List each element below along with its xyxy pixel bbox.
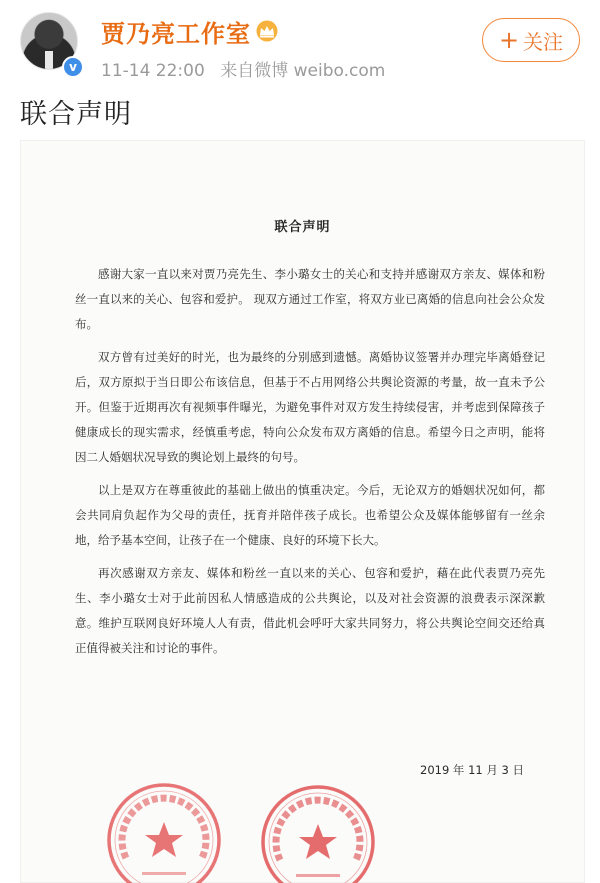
follow-label: 关注 xyxy=(523,29,564,54)
crown-icon xyxy=(254,20,280,42)
document-body xyxy=(75,262,545,669)
document-title: 联合声明 xyxy=(274,220,331,235)
post-meta xyxy=(101,56,395,81)
plus-icon: + xyxy=(498,26,520,54)
follow-button[interactable] xyxy=(482,18,580,62)
verified-badge-icon: v xyxy=(62,56,84,78)
author-name[interactable]: 贾乃亮工作室 xyxy=(101,20,251,48)
avatar-shirt xyxy=(45,51,53,69)
document-paragraph: 双方曾有过美好的时光，也为最终的分别感到遗憾。离婚协议签署并办理完毕离婚登记后，双方原拟于当日即公布该信息，但基于不占用网络公共舆论资源的考量，故一直未予公开。但鉴于近期再次有视频事件曝光，为避免事件对双方发生持续侵害，并考虑到保障孩子健康成长的现实需求，经慎重考虑，特向公众发布双方离婚的信息。希望今日之声明，能将因二人婚姻状况导致的舆论划上最终的句号。 xyxy=(75,350,545,464)
document-date: 2019 年 11 月 3 日 xyxy=(420,763,524,777)
seal-stamp-left xyxy=(104,780,224,883)
document-paragraph: 感谢大家一直以来对贾乃亮先生、李小璐女士的关心和支持并感谢双方亲友、媒体和粉丝一直以来的关心、包容和爱护。 现双方通过工作室，将双方业已离婚的信息向社会公众发布。 xyxy=(75,267,545,331)
post-header xyxy=(0,0,600,130)
post-source[interactable]: 来自微博 weibo.com xyxy=(220,61,386,81)
post-text: 联合声明 xyxy=(20,99,132,130)
post-timestamp: 11-14 22:00 xyxy=(101,61,205,81)
statement-document-image[interactable] xyxy=(20,140,585,883)
seal-stamp-right xyxy=(258,782,378,883)
document-paragraph: 再次感谢双方亲友、媒体和粉丝一直以来的关心、包容和爱护，藉在此代表贾乃亮先生、李小璐女士对于此前因私人情感造成的公共舆论，以及对社会资源的浪费表示深深歉意。维护互联网良好环境人人有责，借此机会呼吁大家共同努力，将公共舆论空间交还给真正值得被关注和讨论的事件。 xyxy=(75,566,545,655)
document-paragraph: 以上是双方在尊重彼此的基础上做出的慎重决定。今后，无论双方的婚姻状况如何，都会共同肩负起作为父母的责任，抚育并陪伴孩子成长。也希望公众及媒体能够留有一丝余地，给予基本空间，让孩子在一个健康、良好的环境下长大。 xyxy=(75,483,545,547)
